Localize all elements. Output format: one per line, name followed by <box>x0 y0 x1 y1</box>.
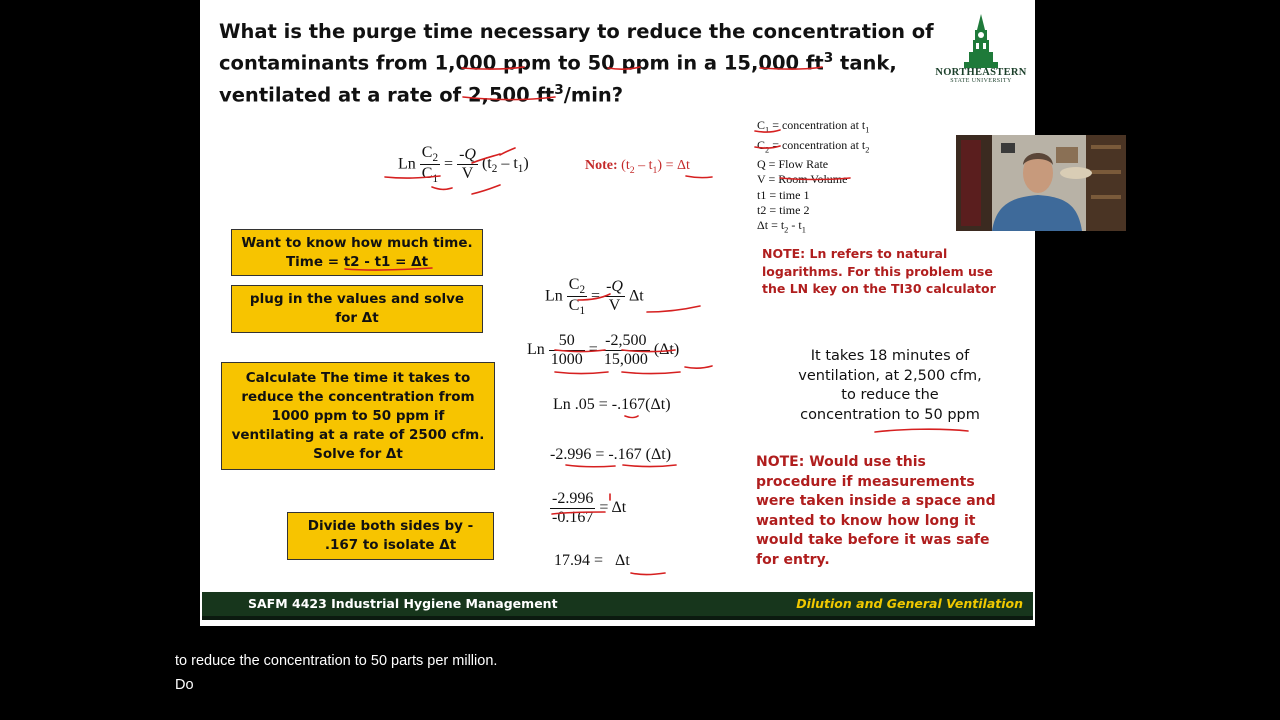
box-line: Calculate The time it takes to <box>245 369 471 386</box>
ln-label: Ln <box>545 287 563 305</box>
title-text: 1,000 <box>434 51 497 75</box>
title-text: ft <box>799 51 824 75</box>
c1-text: C <box>421 165 433 183</box>
title-text: 2,500 <box>467 83 530 106</box>
title-text: /min? <box>563 83 624 106</box>
legend-item: V = Room Volume <box>757 172 848 187</box>
legend-item: $C_1$ = concentration at $t_1$ <box>757 118 870 135</box>
note-line: NOTE: Ln refers to natural <box>762 246 948 261</box>
note-line: wanted to know how long it <box>756 512 976 529</box>
box-line: Time = t2 - t1 = Δt <box>285 253 429 270</box>
divide-box <box>287 512 494 560</box>
box-line: .167 to isolate Δt <box>324 537 457 553</box>
caption-line-2: Do <box>175 677 194 693</box>
note-sub: 2 <box>629 164 635 176</box>
plug-values-box <box>231 285 483 333</box>
step-3-equation: Ln .05 = -.167(Δt) <box>553 396 671 413</box>
title-text: 15,000 <box>723 51 800 75</box>
slide-title <box>219 18 939 108</box>
legend-item: t1 = time 1 <box>757 187 810 202</box>
note-line: the LN key on the TI30 calculator <box>762 281 996 296</box>
q-over-v <box>457 146 478 183</box>
calculate-box <box>221 362 495 470</box>
box-line: 1000 ppm to 50 ppm if <box>271 407 445 424</box>
note-line: were taken inside a space and <box>756 493 996 509</box>
box-line: Want to know how much time. <box>241 234 473 251</box>
equals-sign: = <box>591 287 601 305</box>
title-text: 50 <box>587 51 615 75</box>
lecture-slide <box>200 0 1035 626</box>
legend-item: t2 = time 2 <box>757 202 810 217</box>
time-difference <box>481 155 529 176</box>
c2-over-c1 <box>420 144 440 185</box>
step-6-equation <box>554 552 630 570</box>
ln-label: Ln <box>398 155 416 173</box>
title-text: ft <box>529 83 555 106</box>
delta-t: Δt <box>628 287 644 305</box>
box-line: Divide both sides by - <box>307 518 474 534</box>
delta-t: (Δt) <box>653 341 680 359</box>
delta-t: Δt <box>615 552 630 569</box>
note-line: for entry. <box>756 551 830 568</box>
equals-sign: = <box>444 155 454 173</box>
result-line: It takes 18 minutes of <box>810 348 970 364</box>
step-5-equation <box>550 490 626 527</box>
box-line: for Δt <box>335 310 379 326</box>
legend-item: $C_2$ = concentration at $t_2$ <box>757 137 870 154</box>
paren-close: ) <box>523 155 529 173</box>
ln-label: Ln <box>527 341 545 359</box>
step-4-equation: -2.996 = -.167 (Δt) <box>550 446 672 463</box>
equals-sign: = <box>588 341 598 359</box>
note-line: logarithms. For this problem use <box>762 263 993 279</box>
note-text: ) = Δt <box>657 158 690 173</box>
presenter-video-frame <box>956 135 1126 231</box>
fraction-flow-volume: $\frac{-2,500}{15,000}$ <box>603 332 648 368</box>
title-text: 3 <box>554 81 564 98</box>
note-prefix: Note: <box>585 158 622 173</box>
note-line: procedure if measurements <box>756 473 975 490</box>
note-delta-t <box>585 158 690 176</box>
v-text: V <box>461 165 474 183</box>
note-text: – t <box>634 158 653 173</box>
t1-text: – t <box>497 155 518 173</box>
note-line: would take before it was safe <box>756 532 990 548</box>
note-procedure <box>756 453 996 570</box>
result-statement <box>790 347 990 425</box>
c2-over-c1: $\frac{C_2}{C_1}$ <box>568 276 586 318</box>
c1-sub: 1 <box>432 173 439 186</box>
variable-legend <box>757 118 869 238</box>
caption-line-1: to reduce the concentration to 50 parts per million. <box>175 653 498 669</box>
university-logo-text <box>933 68 1029 86</box>
c2-sub: 2 <box>432 152 439 165</box>
note-sub: 1 <box>652 164 658 176</box>
box-line: ventilating at a rate of 2500 cfm. <box>231 426 485 443</box>
presenter-webcam <box>956 135 1126 231</box>
legend-item: $\Delta t = t_2 - t_1$ <box>757 218 806 235</box>
title-text: tank, ventilated at a rate of <box>219 51 897 106</box>
t1-sub: 1 <box>517 163 524 176</box>
box-line: Solve for Δt <box>313 445 403 462</box>
want-time-box <box>231 229 483 276</box>
q-text: -Q <box>459 146 476 164</box>
title-text: 3 <box>823 50 834 66</box>
box-line: reduce the concentration from <box>241 388 475 405</box>
answer-value: 17.94 = <box>554 552 604 569</box>
step-2-equation <box>527 332 679 369</box>
result-line: concentration to 50 ppm <box>800 406 980 423</box>
course-title: SAFM 4423 Industrial Hygiene Management <box>248 596 558 611</box>
c2-text: C <box>421 144 433 161</box>
delta-t: = Δt <box>599 499 627 517</box>
result-line: to reduce the <box>841 387 939 403</box>
q-over-v: $\frac{-Q}{V}$ <box>606 278 623 315</box>
box-line: plug in the values and solve <box>249 291 465 307</box>
result-line: ventilation, at 2,500 cfm, <box>798 367 982 384</box>
title-text: What is the purge time necessary to reduce the concentration of contaminants from <box>219 20 934 75</box>
fraction-50-1000: $\frac{50}{1000}$ <box>550 332 583 368</box>
logo-line-2: STATE UNIVERSITY <box>950 78 1012 84</box>
t2-sub: 2 <box>491 163 498 176</box>
note-natural-log <box>762 245 996 298</box>
slide-footer <box>202 592 1033 620</box>
note-text: (t <box>621 158 630 173</box>
purge-formula <box>398 144 529 185</box>
title-text: ppm in a <box>614 51 724 75</box>
fraction-divide: $\frac{-2.996}{-0.167}$ <box>552 490 594 526</box>
note-line: NOTE: Would use this <box>756 454 926 470</box>
step-1-equation <box>545 276 644 317</box>
t2-text: (t <box>481 155 492 173</box>
topic-title: Dilution and General Ventilation <box>796 596 1023 611</box>
title-text: ppm to <box>496 51 588 75</box>
logo-line-1: NORTHEASTERN <box>935 67 1027 78</box>
legend-item: Q = Flow Rate <box>757 157 829 172</box>
